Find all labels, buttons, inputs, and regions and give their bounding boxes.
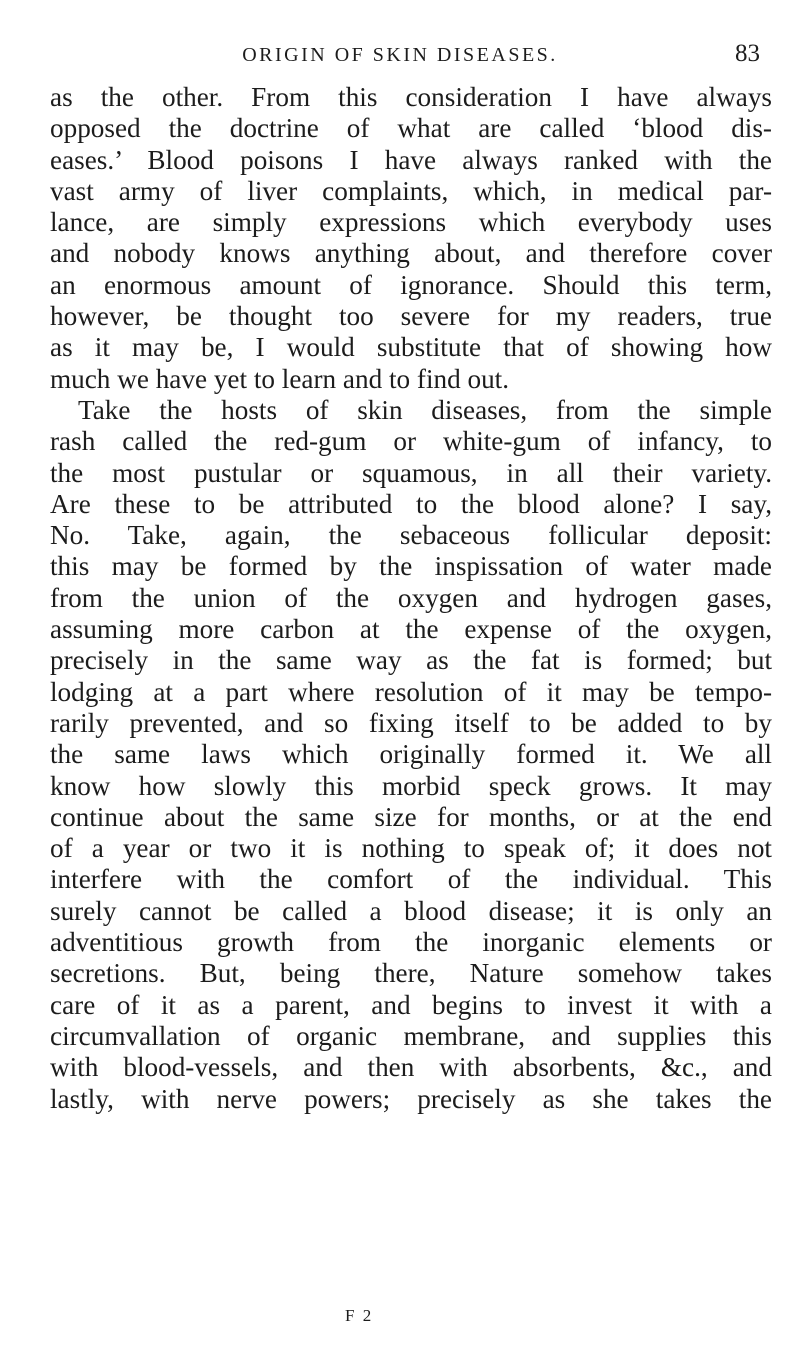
text-line: eases.’ Blood poisons I have always ranked with the	[50, 144, 772, 175]
text-line: Are these to be attributed to the blood alone? I say,	[50, 488, 772, 519]
text-line: of a year or two it is nothing to speak of; it does not	[50, 833, 772, 864]
text-line: with blood-vessels, and then with absorbents, &c., and	[50, 1052, 772, 1083]
text-line: as it may be, I would substitute that of showing how	[50, 332, 772, 363]
text-line: lance, are simply expressions which everybody uses	[50, 207, 772, 238]
text-line: lastly, with nerve powers; precisely as she takes the	[50, 1083, 772, 1114]
text-line: however, be thought too severe for my readers, true	[50, 301, 772, 332]
text-line: opposed the doctrine of what are called ‘blood dis-	[50, 113, 772, 144]
text-line: lodging at a part where resolution of it may be tempo-	[50, 676, 772, 707]
text-line: vast army of liver complaints, which, in medical par-	[50, 175, 772, 206]
page-number: 83	[735, 40, 760, 67]
text-line: continue about the same size for months, or at the end	[50, 801, 772, 832]
text-line: and nobody knows anything about, and therefore cover	[50, 238, 772, 269]
text-line: as the other. From this consideration I have always	[50, 82, 772, 112]
text-line: much we have yet to learn and to find out.	[50, 363, 510, 394]
text-line: know how slowly this morbid speck grows. It may	[50, 770, 772, 801]
signature-mark: F 2	[345, 1306, 374, 1325]
text-line: rash called the red-gum or white-gum of infancy, to	[50, 426, 772, 457]
paragraph-1	[50, 82, 772, 395]
text-line: from the union of the oxygen and hydrogen gases,	[50, 582, 772, 613]
text-line: circumvallation of organic membrane, and supplies this	[50, 1020, 772, 1051]
text-line: interfere with the comfort of the individual. This	[50, 864, 772, 895]
text-line: adventitious growth from the inorganic elements or	[50, 927, 772, 958]
text-line: secretions. But, being there, Nature somehow takes	[50, 958, 772, 989]
text-line: the same laws which originally formed it. We all	[50, 739, 772, 770]
text-line: No. Take, again, the sebaceous follicular deposit:	[50, 520, 772, 551]
text-line: Take the hosts of skin diseases, from the simple	[78, 394, 772, 425]
running-title: ORIGIN OF SKIN DISEASES.	[242, 44, 558, 66]
text-line: surely cannot be called a blood disease; it is only an	[50, 895, 772, 926]
text-line: precisely in the same way as the fat is formed; but	[50, 645, 772, 676]
text-line: care of it as a parent, and begins to invest it with a	[50, 989, 772, 1020]
text-line: rarily prevented, and so fixing itself to be added to by	[50, 707, 772, 738]
text-line: the most pustular or squamous, in all their variety.	[50, 457, 772, 488]
text-line: this may be formed by the inspissation of water made	[50, 551, 772, 582]
text-line: assuming more carbon at the expense of the oxygen,	[50, 614, 772, 645]
paragraph-2	[50, 395, 772, 1115]
body-text	[50, 82, 772, 1115]
text-line: an enormous amount of ignorance. Should this term,	[50, 269, 772, 300]
